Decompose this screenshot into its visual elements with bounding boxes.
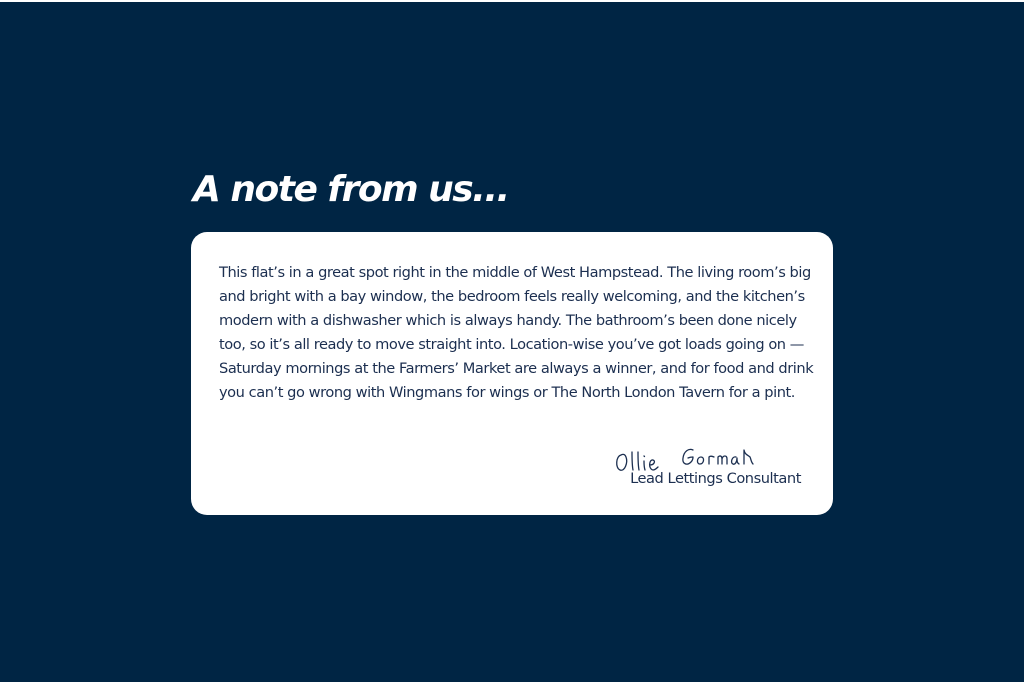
- signer-role: Lead Lettings Consultant: [630, 470, 801, 487]
- signature-block: [521, 437, 801, 497]
- page-title: A note from us...: [193, 169, 509, 210]
- page-background: [0, 2, 1024, 682]
- note-body: This flat’s in a great spot right in the middle of West Hampstead. The living room’s big and bright with a bay window, the bedroom feels really welcoming, and the kitchen’s modern with a dishwasher which is always handy. The bathroom’s been done nicely too, so it’s all ready to move straight into. Location-wise you’ve got loads going on — Saturday mornings at the Farmers’ Market are always a winner, and for food and drink you can’t go wrong with Wingmans for wings or The North London Tavern for a pint.: [219, 264, 814, 401]
- note-card: [191, 232, 833, 515]
